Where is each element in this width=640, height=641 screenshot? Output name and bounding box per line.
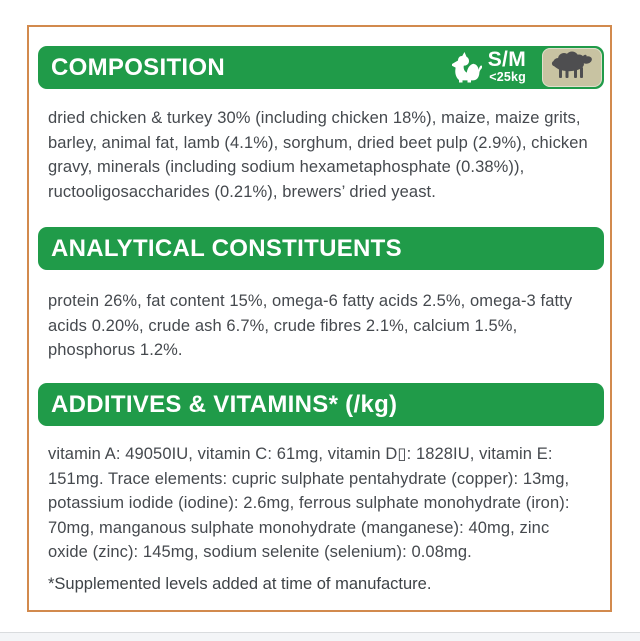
size-badge — [488, 49, 526, 84]
section-header-analytical-constituents — [38, 227, 604, 270]
pet-food-info-label — [27, 25, 612, 612]
weight-label: <25kg — [489, 70, 526, 84]
composition-text: dried chicken & turkey 30% (including chicken 18%), maize, maize grits, barley, animal fat, lamb (4.1%), sorghum, dried beet pulp (2.9%), chicken gravy, minerals (including sodium hexametaphosphate (0.38%)), ructooligosaccharides (0.21%), brewers’ dried yeast. — [48, 109, 588, 201]
analytical-constituents-text: protein 26%, fat content 15%, omega-6 fatty acids 2.5%, omega-3 fatty acids 0.20%, crude ash 6.7%, crude fibres 2.1%, calcium 1.5%, phosphorus 1.2%. — [48, 292, 573, 359]
additives-vitamins-text: vitamin A: 49050IU, vitamin C: 61mg, vitamin D▯: 1828IU, vitamin E: 151mg. Trace elements: cupric sulphate pentahydrate (copper): 13mg, potassium iodide (iodine): 2.6mg, ferrous sulphate monohydrate (iron): 70mg, manganous sulphate monohydrate (manganese): 40mg, zinc oxide (zinc): 145mg, sodium selenite (selenium): 0.08mg. — [48, 445, 570, 561]
supplemented-levels-footnote: *Supplemented levels added at time of manufacture. — [48, 575, 432, 593]
sheep-icon — [550, 50, 594, 85]
section-title-composition: COMPOSITION — [51, 53, 225, 81]
section-title-additives-vitamins: ADDITIVES & VITAMINS* (/kg) — [51, 390, 398, 418]
section-header-composition — [38, 46, 604, 89]
section-title-analytical-constituents: ANALYTICAL CONSTITUENTS — [51, 234, 402, 262]
lamb-flavour-badge — [542, 48, 602, 87]
size-label: S/M — [487, 48, 526, 71]
dog-icon — [450, 51, 482, 85]
section-header-additives-vitamins — [38, 383, 604, 426]
